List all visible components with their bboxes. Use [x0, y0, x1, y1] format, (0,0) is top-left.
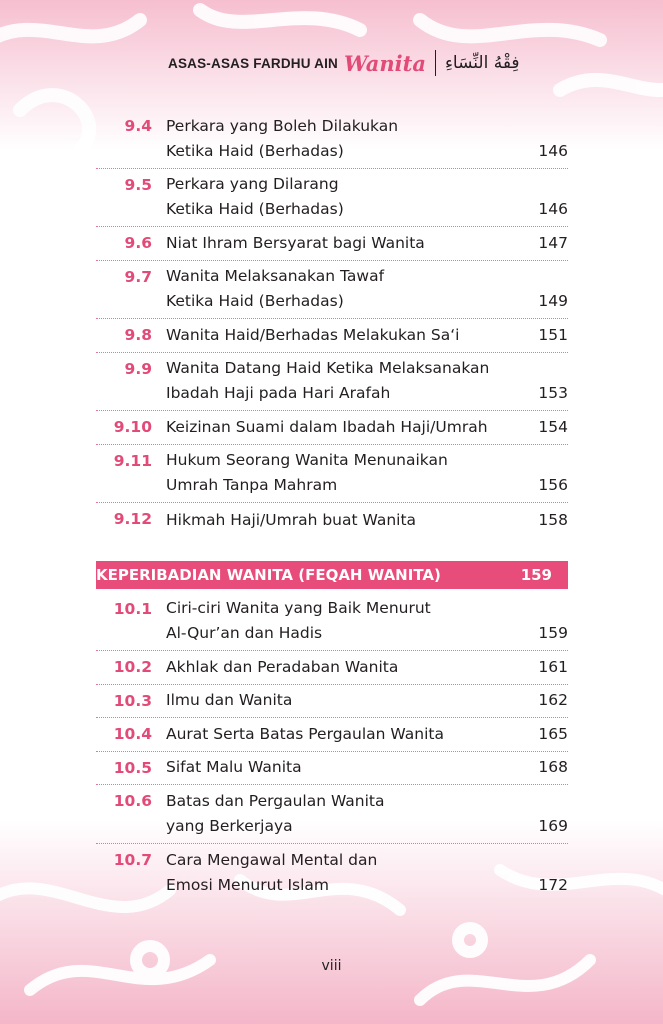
toc-entry — [96, 593, 568, 652]
toc-entry — [96, 169, 568, 228]
toc-entry-title: Hikmah Haji/Umrah buat Wanita — [166, 510, 417, 529]
toc-entry-number: 9.11 — [113, 451, 152, 470]
toc-entry-number: 10.6 — [113, 792, 152, 810]
arabic-title: فِقْهُ النِّسَاءِ — [444, 53, 520, 73]
toc-entry — [96, 353, 568, 412]
toc-entry — [96, 261, 568, 320]
toc-entry-title: Wanita Haid/Berhadas Melakukan Sa‘i — [166, 325, 460, 344]
toc-entry — [96, 319, 568, 353]
toc-entry-page: 156 — [538, 476, 568, 494]
toc-entry — [96, 227, 568, 261]
toc-entry-number: 9.12 — [113, 510, 152, 528]
toc-entry — [96, 110, 568, 169]
toc-entry-title: Ciri-ciri Wanita yang Baik Menurut Al-Qur’an dan Hadis — [166, 599, 431, 642]
toc-entry-title: Perkara yang Dilarang Ketika Haid (Berhadas) — [166, 175, 344, 218]
toc-entry-page: 165 — [538, 724, 568, 743]
toc-entry-number: 9.7 — [124, 267, 152, 286]
toc-entry-page: 151 — [538, 325, 568, 344]
toc-entry — [96, 685, 568, 719]
toc-entry-page: 159 — [538, 624, 568, 642]
toc-entry-title: Niat Ihram Bersyarat bagi Wanita — [166, 233, 425, 252]
toc-entry-page: 162 — [538, 691, 568, 709]
toc-entry-title: Perkara yang Boleh Dilakukan Ketika Haid (Berhadas) — [166, 116, 399, 160]
section-heading-title: KEPERIBADIAN WANITA (FEQAH WANITA) — [96, 565, 441, 584]
toc-entry-title: Cara Mengawal Mental dan Emosi Menurut Islam — [166, 851, 378, 894]
toc-entry-number: 9.6 — [124, 234, 152, 252]
book-series-title: ASAS-ASAS FARDHU AIN — [168, 55, 339, 71]
toc-entry — [96, 785, 568, 844]
toc-entry-page: 168 — [538, 758, 568, 776]
header-divider — [435, 50, 436, 76]
toc-entry — [96, 503, 568, 537]
toc-entry-page: 158 — [538, 510, 568, 529]
toc-entry-number: 10.5 — [113, 758, 152, 777]
toc-entry-title: Ilmu dan Wanita — [166, 691, 293, 709]
section-heading-page: 159 — [520, 565, 552, 584]
toc-entry-number: 10.3 — [113, 691, 152, 710]
toc-entry-number: 9.4 — [124, 117, 152, 135]
toc-entry — [96, 411, 568, 445]
page-number: viii — [321, 958, 342, 974]
toc-entry-page: 153 — [538, 384, 568, 402]
toc-entry-page: 161 — [538, 657, 568, 676]
table-of-contents — [96, 110, 568, 902]
running-header — [168, 46, 520, 80]
toc-entry-page: 147 — [538, 233, 568, 252]
toc-entry-page: 154 — [538, 417, 568, 436]
toc-entry-number: 10.7 — [113, 850, 152, 869]
toc-entry-title: Batas dan Pergaulan Wanita yang Berkerjaya — [166, 791, 385, 835]
toc-entry-number: 9.8 — [124, 326, 152, 344]
toc-entry-page: 146 — [538, 200, 568, 218]
toc-entry-title: Akhlak dan Peradaban Wanita — [166, 657, 399, 676]
book-brand-title: Wanita — [344, 50, 426, 76]
toc-entry — [96, 752, 568, 786]
toc-entry-title: Sifat Malu Wanita — [166, 758, 302, 776]
toc-entry-number: 9.9 — [124, 359, 152, 378]
toc-entry-title: Wanita Datang Haid Ketika Melaksanakan Ibadah Haji pada Hari Arafah — [166, 359, 490, 402]
toc-entry-title: Wanita Melaksanakan Tawaf Ketika Haid (Berhadas) — [166, 267, 385, 310]
toc-entry-page: 146 — [538, 141, 568, 160]
toc-entry-number: 10.1 — [113, 599, 152, 618]
toc-entry-number: 9.5 — [124, 175, 152, 194]
toc-entry-page: 149 — [538, 292, 568, 310]
toc-entry — [96, 445, 568, 504]
toc-entry-number: 10.2 — [113, 658, 152, 676]
toc-entry-title: Hukum Seorang Wanita Menunaikan Umrah Tanpa Mahram — [166, 451, 448, 494]
toc-entry-title: Keizinan Suami dalam Ibadah Haji/Umrah — [166, 417, 488, 436]
toc-entry-page: 169 — [538, 816, 568, 835]
toc-entry — [96, 651, 568, 685]
toc-entry — [96, 844, 568, 903]
toc-entry-title: Aurat Serta Batas Pergaulan Wanita — [166, 724, 444, 743]
toc-entry-page: 172 — [538, 876, 568, 894]
section-heading-bar — [96, 561, 568, 589]
toc-entry-number: 9.10 — [113, 418, 152, 436]
toc-entry — [96, 718, 568, 752]
toc-entry-number: 10.4 — [113, 725, 152, 743]
section-entries — [96, 593, 568, 903]
